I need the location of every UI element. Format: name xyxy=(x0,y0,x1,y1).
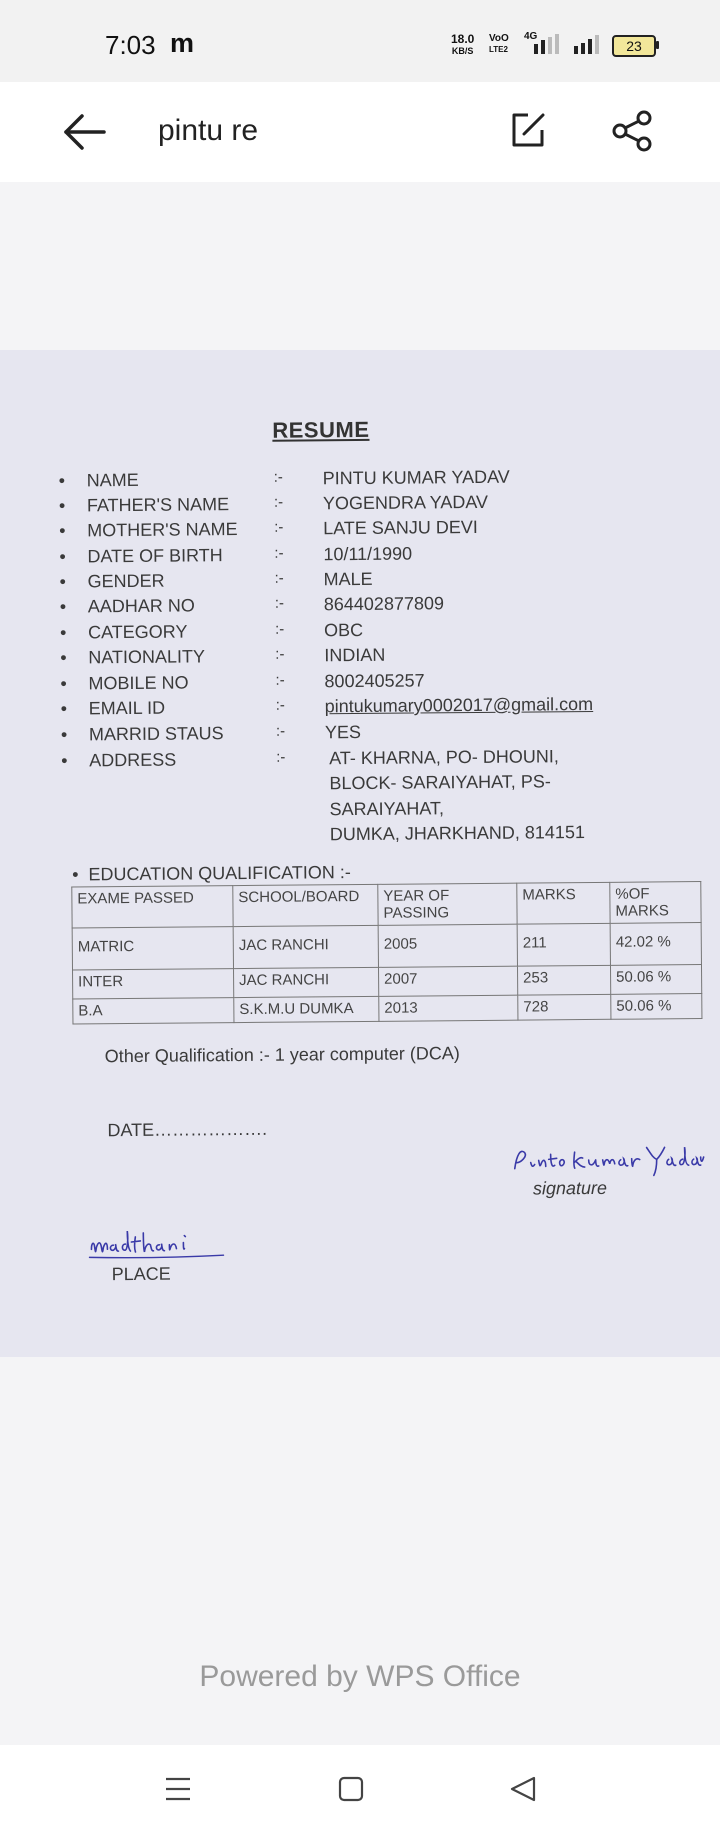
bullet: • xyxy=(59,520,66,541)
network-type-label: 4G xyxy=(524,31,538,42)
field-label: DATE OF BIRTH xyxy=(87,545,223,567)
bullet: • xyxy=(61,750,68,771)
date-line: DATE………………. xyxy=(107,1118,268,1141)
table-cell: JAC RANCHI xyxy=(233,925,378,968)
handwritten-signature xyxy=(511,1139,706,1181)
other-qualification: Other Qualification :- 1 year computer (DCA) xyxy=(104,1043,460,1067)
table-cell: 728 xyxy=(518,994,611,1020)
document-page[interactable] xyxy=(0,350,720,1357)
bullet: • xyxy=(60,724,68,745)
arrow-left-icon xyxy=(60,112,108,152)
field-label: MOTHER'S NAME xyxy=(87,519,238,541)
field-value: OBC xyxy=(323,619,364,641)
table-cell: S.K.M.U DUMKA xyxy=(234,996,379,1022)
recent-apps-button[interactable] xyxy=(163,1775,193,1803)
table-header-cell: YEAR OF PASSING xyxy=(378,883,517,925)
system-nav-bar xyxy=(0,1745,720,1832)
education-heading xyxy=(72,862,351,885)
address-line: SARAIYAHAT, xyxy=(329,798,445,820)
bullet: • xyxy=(60,698,68,719)
home-icon xyxy=(337,1775,365,1803)
field-label: EMAIL ID xyxy=(88,697,166,719)
bullet: • xyxy=(59,546,66,567)
field-label: GENDER xyxy=(87,570,165,592)
field-value: 8002405257 xyxy=(324,670,425,692)
table-cell: 211 xyxy=(517,923,610,966)
table-cell: 2005 xyxy=(378,924,517,967)
table-cell: JAC RANCHI xyxy=(233,967,378,997)
field-label: NATIONALITY xyxy=(88,646,206,668)
field-label: MOBILE NO xyxy=(88,672,189,694)
table-header-cell: SCHOOL/BOARD xyxy=(233,884,378,926)
carrier-app-icon: m xyxy=(170,28,195,58)
field-value: LATE SANJU DEVI xyxy=(323,516,478,539)
bullet: • xyxy=(72,864,89,885)
nav-back-button[interactable] xyxy=(508,1774,538,1804)
bullet: • xyxy=(59,571,67,592)
address-line: BLOCK- SARAIYAHAT, PS- xyxy=(329,771,551,794)
edit-icon xyxy=(508,110,548,150)
field-separator: :- xyxy=(274,569,284,587)
field-separator: :- xyxy=(274,620,285,638)
resume-heading: RESUME xyxy=(272,416,370,443)
field-separator: :- xyxy=(276,748,286,766)
field-separator: :- xyxy=(275,696,285,714)
table-cell: B.A xyxy=(73,998,234,1024)
address-line: DUMKA, JHARKHAND, 814151 xyxy=(329,822,586,845)
table-cell: 50.06 % xyxy=(610,965,701,995)
table-row xyxy=(72,923,701,970)
table-header-cell: %OF MARKS xyxy=(610,882,701,924)
field-value: MALE xyxy=(323,568,373,590)
bullet: • xyxy=(58,470,66,491)
table-header-cell: MARKS xyxy=(517,882,610,924)
app-bar xyxy=(0,82,720,182)
signal-strength-icon-2 xyxy=(572,34,604,56)
education-heading-text: EDUCATION QUALIFICATION :- xyxy=(88,862,351,885)
home-button[interactable] xyxy=(337,1775,365,1803)
field-separator: :- xyxy=(275,722,286,740)
field-value: YOGENDRA YADAV xyxy=(322,491,489,514)
status-bar xyxy=(0,0,720,82)
bullet: • xyxy=(60,647,67,668)
field-label: NAME xyxy=(86,469,139,491)
network-speed-value: 18.0 xyxy=(451,32,475,46)
status-time: 7:03 xyxy=(105,30,156,60)
back-button[interactable] xyxy=(60,112,108,152)
email-link[interactable]: pintukumary0002017@gmail.com xyxy=(324,693,594,717)
field-value: AT- KHARNA, PO- DHOUNI, xyxy=(329,746,559,769)
share-icon xyxy=(610,109,654,153)
battery-tip xyxy=(656,41,659,49)
table-cell: 50.06 % xyxy=(611,994,702,1020)
field-separator: :- xyxy=(274,544,284,562)
document-title: pintu re xyxy=(158,114,259,147)
menu-icon xyxy=(163,1775,193,1803)
place-label: PLACE xyxy=(111,1263,171,1285)
bullet: • xyxy=(60,673,67,694)
volte-top: VoO xyxy=(489,33,509,44)
handwritten-place xyxy=(87,1224,227,1265)
back-triangle-icon xyxy=(508,1774,538,1804)
education-table xyxy=(71,881,702,1024)
field-value: INDIAN xyxy=(324,644,386,666)
table-header-cell: EXAME PASSED xyxy=(72,886,233,928)
table-header-row xyxy=(72,882,701,928)
powered-by-text: Powered by WPS Office xyxy=(199,1660,521,1693)
field-label: FATHER'S NAME xyxy=(86,494,230,516)
bullet: • xyxy=(58,495,66,516)
field-label: MARRID STAUS xyxy=(88,723,224,745)
table-cell: 2007 xyxy=(378,966,517,996)
field-label: CATEGORY xyxy=(87,621,188,643)
field-separator: :- xyxy=(275,645,285,663)
share-button[interactable] xyxy=(610,109,654,153)
table-cell: 42.02 % xyxy=(610,923,701,966)
field-value: 864402877809 xyxy=(323,593,445,615)
signal-strength-icon-1 xyxy=(532,34,568,56)
table-cell: 2013 xyxy=(379,995,518,1021)
table-row xyxy=(73,994,702,1024)
table-cell: INTER xyxy=(73,969,234,999)
field-separator: :- xyxy=(275,671,285,689)
signature-label: signature xyxy=(532,1177,608,1199)
bullet: • xyxy=(59,622,67,643)
field-value: PINTU KUMAR YADAV xyxy=(322,466,510,489)
edit-button[interactable] xyxy=(508,110,548,150)
field-label: AADHAR NO xyxy=(87,595,195,617)
field-separator: :- xyxy=(273,468,283,486)
resume-content xyxy=(0,350,720,1357)
volte-icon xyxy=(489,33,509,55)
table-cell: 253 xyxy=(517,965,610,995)
field-separator: :- xyxy=(274,518,284,536)
table-cell: MATRIC xyxy=(72,927,233,970)
field-separator: :- xyxy=(274,594,285,612)
field-label: ADDRESS xyxy=(89,749,177,771)
volte-bottom: LTE2 xyxy=(489,45,508,54)
network-speed xyxy=(451,33,474,57)
battery-icon: 23 xyxy=(612,35,656,57)
field-separator: :- xyxy=(273,493,284,511)
network-speed-unit: KB/S xyxy=(451,46,474,56)
bullet: • xyxy=(59,596,67,617)
field-value: YES xyxy=(324,721,362,743)
field-value: 10/11/1990 xyxy=(323,543,413,565)
